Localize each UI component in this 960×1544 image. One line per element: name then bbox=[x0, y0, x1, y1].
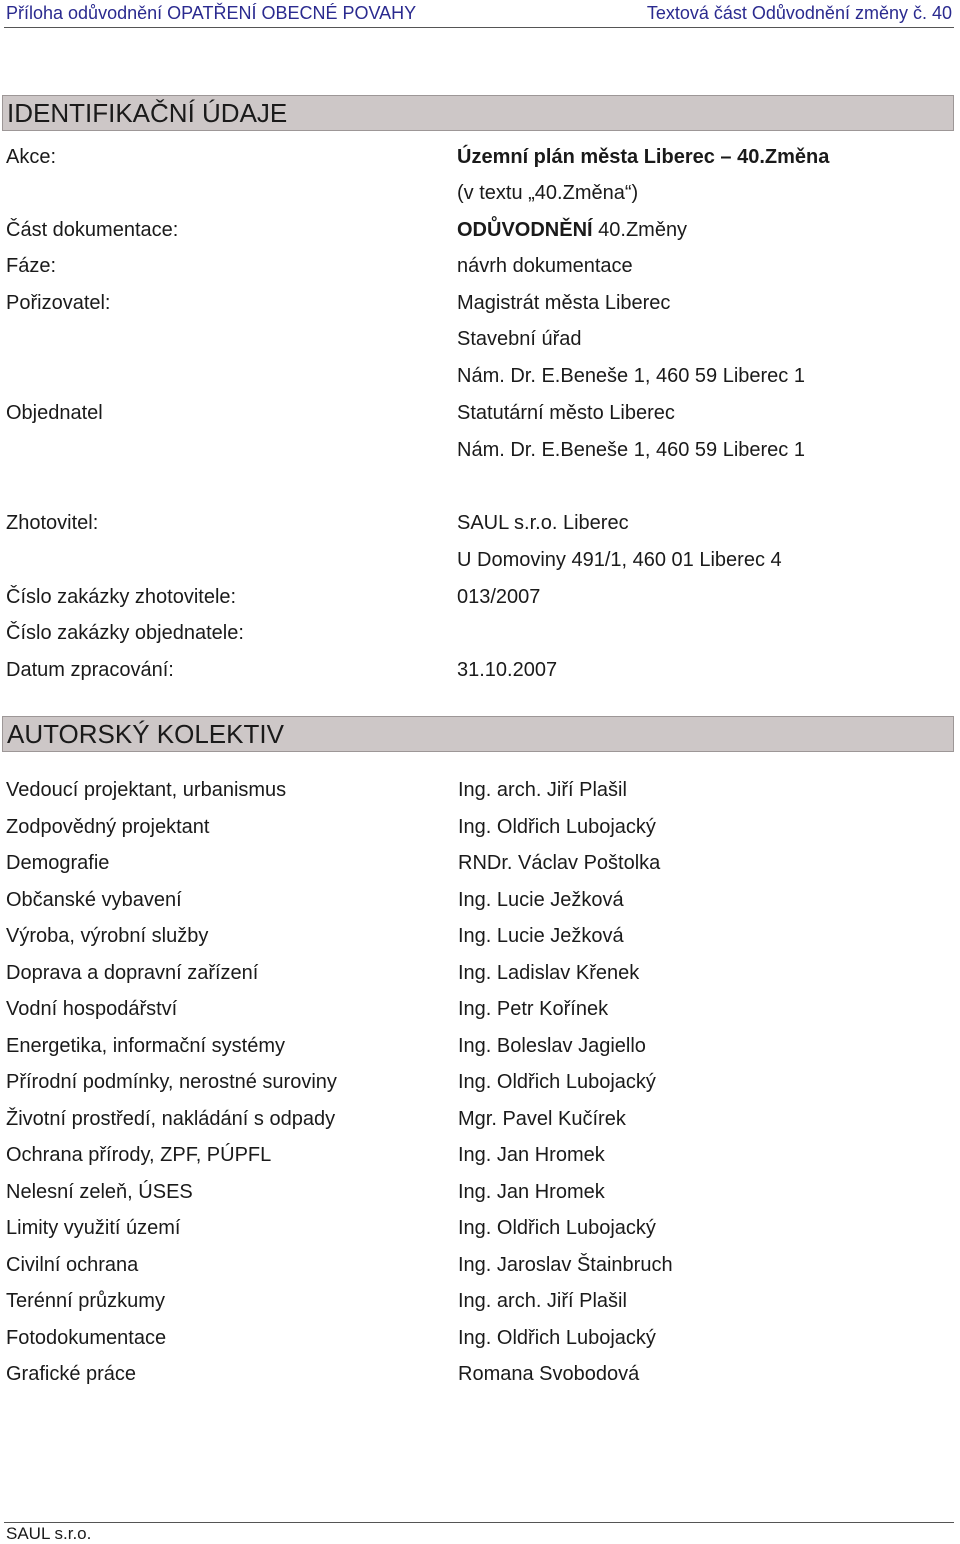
cast-dokumentace-value-rest: 40.Změny bbox=[592, 219, 688, 241]
team-role: Občanské vybavení bbox=[6, 889, 182, 911]
team-role: Přírodní podmínky, nerostné suroviny bbox=[6, 1071, 337, 1093]
team-role: Vodní hospodářství bbox=[6, 998, 178, 1020]
objednatel-line: Nám. Dr. E.Beneše 1, 460 59 Liberec 1 bbox=[457, 439, 805, 461]
team-member-name: Ing. Petr Kořínek bbox=[458, 998, 609, 1020]
team-member-name: Ing. Oldřich Lubojacký bbox=[458, 816, 656, 838]
team-member-name: Ing. Lucie Ježková bbox=[458, 889, 624, 911]
objednatel-line: Statutární město Liberec bbox=[457, 402, 675, 424]
team-member-name: Ing. Ladislav Křenek bbox=[458, 962, 640, 984]
porizovatel-line: Stavební úřad bbox=[457, 328, 582, 350]
team-member-name: Romana Svobodová bbox=[458, 1363, 640, 1385]
team-role: Grafické práce bbox=[6, 1363, 137, 1385]
team-member-name: Ing. Oldřich Lubojacký bbox=[458, 1217, 656, 1239]
akce-label: Akce: bbox=[6, 146, 57, 168]
cislo-zakazky-zhotovitele-value: 013/2007 bbox=[457, 586, 541, 608]
team-member-name: Ing. Jan Hromek bbox=[458, 1144, 605, 1166]
faze-label: Fáze: bbox=[6, 255, 57, 277]
header-divider bbox=[4, 27, 954, 28]
zhotovitel-line: U Domoviny 491/1, 460 01 Liberec 4 bbox=[457, 549, 782, 571]
team-role: Energetika, informační systémy bbox=[6, 1035, 285, 1057]
cislo-zakazky-zhotovitele-label: Číslo zakázky zhotovitele: bbox=[6, 586, 237, 608]
cislo-zakazky-objednatele-label: Číslo zakázky objednatele: bbox=[6, 622, 244, 644]
team-role: Terénní průzkumy bbox=[6, 1290, 165, 1312]
team-member-name: RNDr. Václav Poštolka bbox=[458, 852, 661, 874]
team-member-name: Ing. arch. Jiří Plašil bbox=[458, 1290, 627, 1312]
footer-divider bbox=[4, 1522, 954, 1523]
team-member-name: Ing. Oldřich Lubojacký bbox=[458, 1071, 656, 1093]
porizovatel-label: Pořizovatel: bbox=[6, 292, 111, 314]
team-member-name: Mgr. Pavel Kučírek bbox=[458, 1108, 626, 1130]
team-role: Doprava a dopravní zařízení bbox=[6, 962, 259, 984]
objednatel-label: Objednatel bbox=[6, 402, 103, 424]
team-role: Ochrana přírody, ZPF, PÚPFL bbox=[6, 1144, 272, 1166]
cast-dokumentace-value bbox=[457, 218, 687, 242]
datum-zpracovani-label: Datum zpracování: bbox=[6, 659, 174, 681]
team-member-name: Ing. Lucie Ježková bbox=[458, 925, 624, 947]
cast-dokumentace-label: Část dokumentace: bbox=[6, 219, 179, 241]
team-role: Výroba, výrobní služby bbox=[6, 925, 209, 947]
akce-value: Územní plán města Liberec – 40.Změna bbox=[457, 146, 830, 168]
datum-zpracovani-value: 31.10.2007 bbox=[457, 659, 558, 681]
porizovatel-line: Magistrát města Liberec bbox=[457, 292, 671, 314]
team-role: Životní prostředí, nakládání s odpady bbox=[6, 1108, 336, 1130]
page-footer: SAUL s.r.o. bbox=[6, 1524, 92, 1543]
team-member-name: Ing. Jaroslav Štainbruch bbox=[458, 1254, 673, 1276]
akce-note: (v textu „40.Změna“) bbox=[457, 182, 639, 204]
team-role: Fotodokumentace bbox=[6, 1327, 167, 1349]
identification-section-title: IDENTIFIKAČNÍ ÚDAJE bbox=[2, 95, 954, 131]
cast-dokumentace-value-bold: ODŮVODNĚNÍ bbox=[457, 219, 593, 241]
team-role: Civilní ochrana bbox=[6, 1254, 139, 1276]
team-role: Nelesní zeleň, ÚSES bbox=[6, 1181, 193, 1203]
zhotovitel-label: Zhotovitel: bbox=[6, 512, 99, 534]
team-role: Vedoucí projektant, urbanismus bbox=[6, 779, 287, 801]
team-member-name: Ing. Jan Hromek bbox=[458, 1181, 605, 1203]
faze-value: návrh dokumentace bbox=[457, 255, 633, 277]
team-member-name: Ing. Boleslav Jagiello bbox=[458, 1035, 646, 1057]
team-member-name: Ing. arch. Jiří Plašil bbox=[458, 779, 627, 801]
zhotovitel-line: SAUL s.r.o. Liberec bbox=[457, 512, 629, 534]
porizovatel-line: Nám. Dr. E.Beneše 1, 460 59 Liberec 1 bbox=[457, 365, 805, 387]
team-role: Demografie bbox=[6, 852, 110, 874]
page-header-left: Příloha odůvodnění OPATŘENÍ OBECNÉ POVAHY bbox=[6, 3, 417, 23]
team-role: Limity využití území bbox=[6, 1217, 181, 1239]
team-section-title: AUTORSKÝ KOLEKTIV bbox=[2, 716, 954, 752]
team-member-name: Ing. Oldřich Lubojacký bbox=[458, 1327, 656, 1349]
page-header-right: Textová část Odůvodnění změny č. 40 bbox=[646, 3, 952, 23]
team-role: Zodpovědný projektant bbox=[6, 816, 210, 838]
